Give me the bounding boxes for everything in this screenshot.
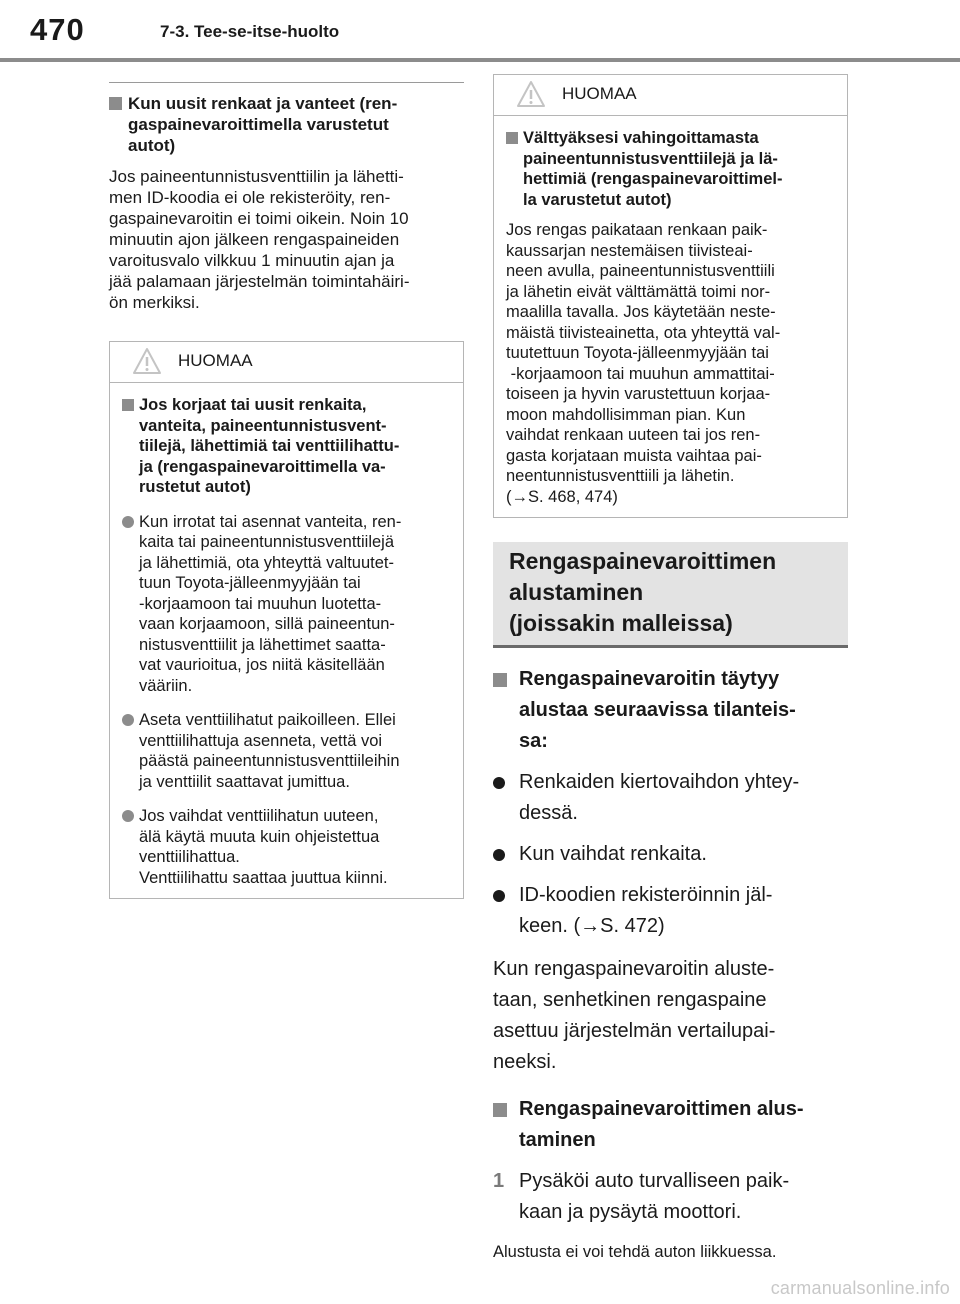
notice-box-right xyxy=(493,74,848,518)
note-text: Alustusta ei voi tehdä auton liikkuessa. xyxy=(493,1243,777,1261)
topic-rule xyxy=(109,82,464,83)
warning-triangle-icon xyxy=(516,79,546,109)
square-bullet-icon xyxy=(493,673,507,687)
notice-box-left xyxy=(109,341,464,899)
section-heading: Rengaspainevaroittimen alustaminen (joissakin malleissa) xyxy=(493,542,848,648)
left-column xyxy=(109,82,464,899)
warning-triangle-icon xyxy=(132,346,162,376)
round-bullet-icon xyxy=(122,810,134,822)
subsection-heading: Rengaspainevaroittimen alus- taminen xyxy=(493,1094,848,1156)
header-rule xyxy=(0,58,960,62)
notice-item: Jos vaihdat venttiilihatun uuteen, älä käytä muuta kuin ohjeistettua venttiilihattua. Venttiilihattu saattaa juuttua kiinni. xyxy=(122,806,451,888)
page-reference-link[interactable]: (→S. 468, 474) xyxy=(506,487,618,506)
right-column xyxy=(493,74,848,1263)
subsection-heading: Rengaspainevaroitin täytyy alustaa seuraavissa tilanteis- sa: xyxy=(493,664,848,757)
round-bullet-icon xyxy=(493,890,505,902)
round-bullet-icon xyxy=(122,516,134,528)
notice-text: Jos rengas paikataan renkaan paik- kaussarjan nestemäisen tiivisteai- neen avulla, paineentunnistusventtiili ja lähetin eivät välttämättä toimi nor- maalilla tavalla. Jos käytetään neste- mäistä tiivisteainetta, ota yhteyttä val- tuutettuun Toyota-jälleenmyyjään tai -korjaamoon tai muuhun ammattitai- toiseen ja hyvin varustettuun korjaa- moon mahdollisimman pian. Kun vaihdat renkaan uuteen tai jos ren- gasta korjataan muista vaihtaa pai- neentunnistusventtiili ja lähetin. (→S. 468, 474) xyxy=(506,220,835,507)
step-number: 1 xyxy=(493,1170,505,1192)
list-item: ID-koodien rekisteröinnin jäl- keen. (→S. 472) xyxy=(493,880,848,942)
round-bullet-icon xyxy=(122,714,134,726)
notice-heading: Jos korjaat tai uusit renkaita, vanteita, paineentunnistusvent- tiilejä, lähettimiä tai venttiilihattu- ja (rengaspainevaroittimella va- rustetut autot) xyxy=(122,395,451,498)
notice-label: HUOMAA xyxy=(562,84,637,103)
list-item: Kun vaihdat renkaita. xyxy=(493,839,848,870)
notice-header xyxy=(110,342,463,383)
step-item: 1 Pysäköi auto turvalliseen paik- kaan ja pysäytä moottori. xyxy=(493,1166,848,1228)
page-reference-link[interactable]: keen. (→S. 472) xyxy=(519,915,665,937)
list-item: Renkaiden kiertovaihdon yhtey- dessä. xyxy=(493,767,848,829)
round-bullet-icon xyxy=(493,849,505,861)
page-number: 470 xyxy=(30,12,85,47)
notice-item: Aseta venttiilihatut paikoilleen. Ellei venttiilihattuja asenneta, vettä voi päästä paineentunnistusventtiileihin ja venttiilit saattavat jumittua. xyxy=(122,710,451,792)
notice-heading: Välttyäksesi vahingoittamasta paineentunnistusventtiilejä ja lä- hettimiä (rengaspainevaroittimel- la varustetut autot) xyxy=(506,128,835,210)
square-bullet-icon xyxy=(506,132,518,144)
square-bullet-icon xyxy=(493,1103,507,1117)
notice-label: HUOMAA xyxy=(178,351,253,370)
square-bullet-icon xyxy=(109,97,122,110)
square-bullet-icon xyxy=(122,399,134,411)
topic-heading: Kun uusit renkaat ja vanteet (ren- gaspainevaroittimella varustetut autot) xyxy=(109,93,464,156)
topic-text: Jos paineentunnistusventtiilin ja lähetti- men ID-koodia ei ole rekisteröity, ren- gaspainevaroitin ei toimi oikein. Noin 10 minuutin ajon jälkeen rengaspaineiden varoitusvalo vilkkuu 1 minuutin ajan ja jää palamaan järjestelmän toimintahäiri- ön merkiksi. xyxy=(109,167,410,312)
watermark: carmanualsonline.info xyxy=(770,1278,950,1298)
page-header xyxy=(0,0,960,62)
notice-header xyxy=(494,75,847,116)
body-paragraph: Kun rengaspainevaroitin aluste- taan, senhetkinen rengaspaine asettuu järjestelmän vertailupai- neeksi. xyxy=(493,958,776,1073)
round-bullet-icon xyxy=(493,777,505,789)
notice-item: Kun irrotat tai asennat vanteita, ren- kaita tai paineentunnistusventtiilejä ja lähettimiä, ota yhteyttä valtuutet- tuun Toyota-jälleenmyyjään tai -korjaamoon tai muuhun luotetta- vaan korjaamoon, sillä paineentun- nistusventtiilit ja lähettimet saatta- vat vaurioitua, jos niitä käsitellään vääriin. xyxy=(122,512,451,697)
section-title: 7-3. Tee-se-itse-huolto xyxy=(160,22,340,41)
